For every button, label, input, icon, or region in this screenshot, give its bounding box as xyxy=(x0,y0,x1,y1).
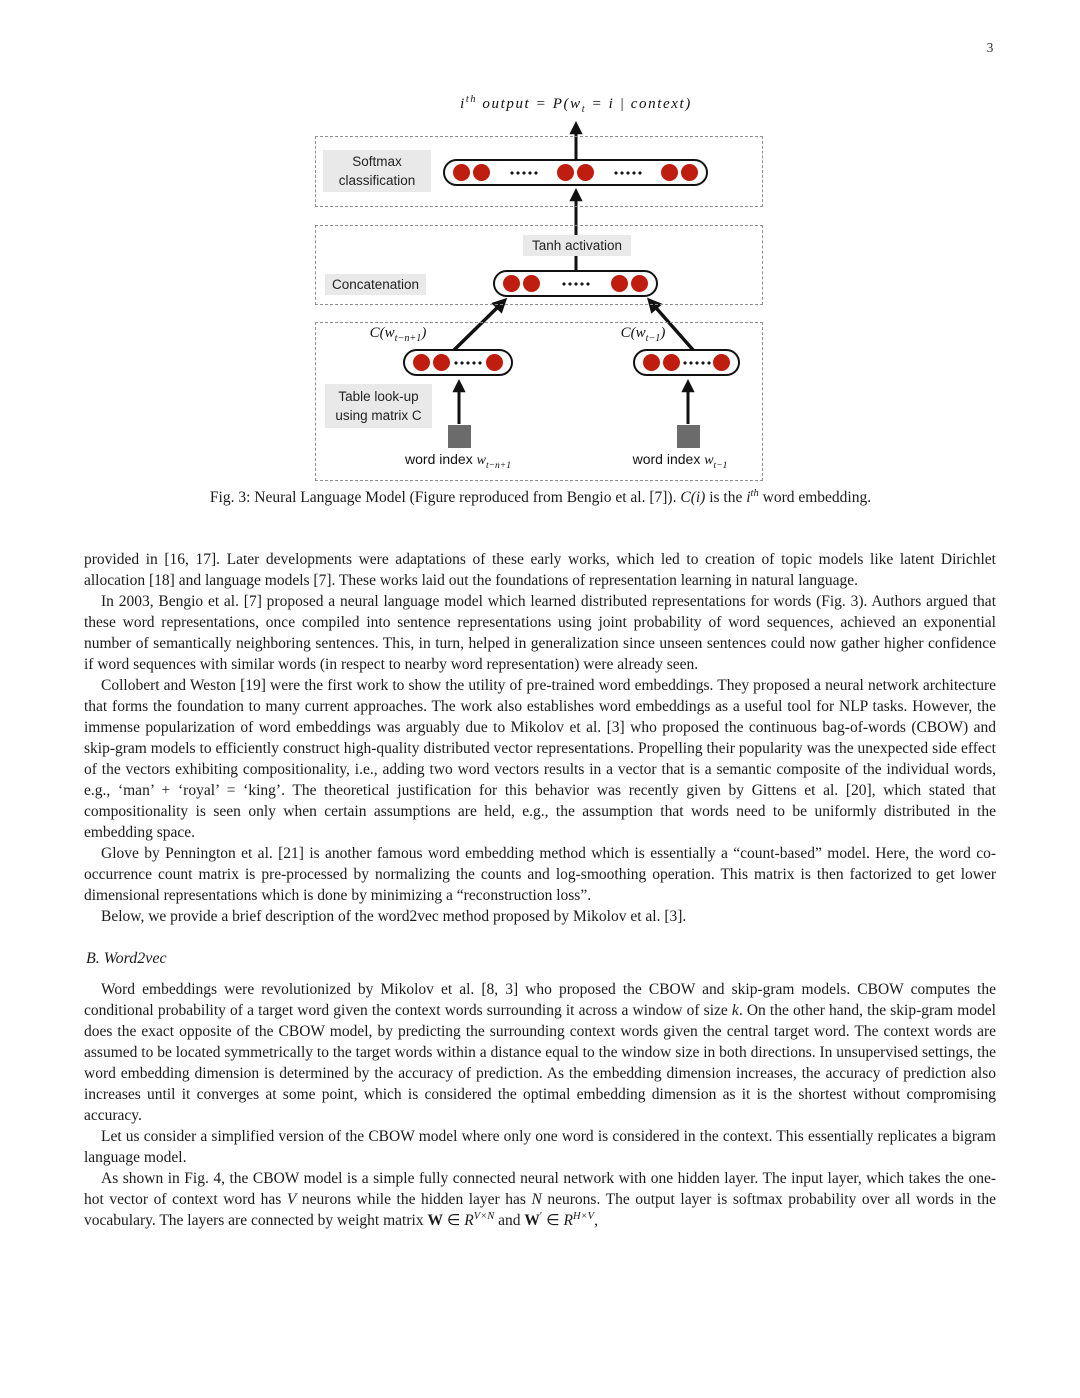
neuron-pair xyxy=(453,164,490,181)
neuron-pair xyxy=(557,164,594,181)
neuron-icon xyxy=(413,354,430,371)
ellipsis-icon xyxy=(614,171,642,175)
tanh-label-text: Tanh activation xyxy=(531,237,623,253)
c-left-label: $C(w_{t-n+1})$ xyxy=(369,325,427,344)
neuron-icon xyxy=(486,354,503,371)
paragraph: Collobert and Weston [19] were the first work to show the utility of pre-trained word embeddings. They proposed a neural network architecture that forms the foundation to many current approaches. The work also establishes word embeddings as a useful tool for NLP tasks. However, the immense popularization of word embeddings was arguably due to Mikolov et al. [3] who proposed the continuous bag-of-words (CBOW) and skip-gram models to efficiently construct high-quality distributed vector representations. Propelling their popularity was the unexpected side effect of the vectors exhibiting compositionality, i.e., adding two word vectors results in a vector that is a semantic composite of the individual words, e.g., ‘man’ + ‘royal’ = ‘king’. The theoretical justification for this behavior was recently given by Gittens et al. [20], which stated that compositionality is seen only when certain assumptions are held, e.g., the assumption that words need to be uniformly distributed in the embedding space. xyxy=(84,677,996,841)
softmax-label-line2: classification xyxy=(338,173,416,188)
paragraph: Glove by Pennington et al. [21] is another famous word embedding method which is essentially a “count-based” model. Here, the word co-occurrence count matrix is pre-processed by normalizing the counts and log-smoothing operation. This matrix is then factorized to get lower dimensional representations which is done by minimizing a “reconstruction loss”. xyxy=(84,845,996,904)
neuron-icon xyxy=(631,275,648,292)
neuron-icon xyxy=(663,354,680,371)
concatenation-label-text: Concatenation xyxy=(331,276,420,292)
right-embedding-bar xyxy=(633,349,740,376)
word-index-right-label: word index $w_{t-1}$ xyxy=(632,451,728,471)
paragraph: Word embeddings were revolutionized by Mikolov et al. [8, 3] who proposed the CBOW and skip-gram models. CBOW computes the conditional probability of a target word given the context words surrounding it across a window of size k. On the other hand, the skip-gram model does the exact opposite of the CBOW model, by predicting the surrounding context words given the central target word. The context words are assumed to be located symmetrically to the target words within a distance equal to the window size in both directions. In unsupervised settings, the word embedding dimension is determined by the accuracy of prediction. As the embedding dimension increases, the accuracy of prediction also increases until it converges at some point, which is considered the optimal embedding dimension as it is the shortest without compromising accuracy. xyxy=(84,981,996,1124)
paragraph: Below, we provide a brief description of the word2vec method proposed by Mikolov et al. [3]. xyxy=(101,908,687,925)
tanh-label xyxy=(523,235,631,256)
neuron-pair xyxy=(413,354,450,371)
paragraph: In 2003, Bengio et al. [7] proposed a neural language model which learned distributed representations for words (Fig. 3). Authors argued that these word representations, once compiled into sentence representations using joint probability of word sequences, achieved an exponential number of semantically neighboring sentences. This, in turn, helped in generalization since unseen sentences could now gather higher confidence if word sequences with similar words (in respect to nearby word representation) were already seen. xyxy=(84,593,996,673)
section-heading: B. Word2vec xyxy=(86,950,167,967)
figure-caption: Fig. 3: Neural Language Model (Figure reproduced from Bengio et al. [7]). C(i) is the $i^{th}$ word embedding. xyxy=(209,487,872,506)
neuron-pair xyxy=(661,164,698,181)
table-lookup-line1: Table look-up xyxy=(338,388,419,404)
softmax-neurons-bar xyxy=(443,159,708,186)
neuron-icon xyxy=(713,354,730,371)
table-lookup-label xyxy=(325,384,432,428)
word-index-left-label: word index $w_{t-n+1}$ xyxy=(405,451,511,471)
word-index-square-right xyxy=(677,425,700,448)
neuron-icon xyxy=(453,164,470,181)
page-number: 3 xyxy=(986,40,994,55)
concat-neurons-bar xyxy=(493,270,658,297)
neuron-icon xyxy=(503,275,520,292)
word-index-square-left xyxy=(448,425,471,448)
neuron-icon xyxy=(661,164,678,181)
ellipsis-icon xyxy=(454,361,482,365)
softmax-label-line1: Softmax xyxy=(352,153,402,169)
neuron-icon xyxy=(611,275,628,292)
paragraph: As shown in Fig. 4, the CBOW model is a simple fully connected neural network with one hidden layer. The input layer, which takes the one-hot vector of context word has V neurons while the hidden layer has N neurons. The output layer is softmax probability over all words in the vocabulary. The layers are connected by weight matrix W ∈ $R^{V\times N}$ and W′ ∈ $R^{H\times V}$, xyxy=(84,1170,996,1229)
c-right-label: $C(w_{t-1})$ xyxy=(620,325,666,344)
ellipsis-icon xyxy=(562,282,590,286)
paragraph: provided in [16, 17]. Later developments were adaptations of these early works, which led to creation of topic models like latent Dirichlet allocation [18] and language models [7]. These works laid out the foundations of representation learning in natural language. xyxy=(84,551,996,589)
neuron-icon xyxy=(643,354,660,371)
neuron-pair xyxy=(503,275,540,292)
neuron-icon xyxy=(577,164,594,181)
softmax-label xyxy=(323,150,431,192)
ellipsis-icon xyxy=(510,171,538,175)
left-embedding-bar xyxy=(403,349,513,376)
concatenation-label xyxy=(325,274,426,295)
neuron-icon xyxy=(523,275,540,292)
neuron-pair xyxy=(643,354,680,371)
neuron-icon xyxy=(681,164,698,181)
neuron-icon xyxy=(557,164,574,181)
figure-3 xyxy=(313,95,765,487)
neuron-icon xyxy=(433,354,450,371)
neuron-icon xyxy=(473,164,490,181)
ellipsis-icon xyxy=(683,361,711,365)
output-formula: $i^{th}$ output = $P(w_t = i$ | context) xyxy=(460,94,692,115)
page-body xyxy=(84,549,996,1231)
neuron-pair xyxy=(611,275,648,292)
paragraph: Let us consider a simplified version of the CBOW model where only one word is considered in the context. This essentially replicates a bigram language model. xyxy=(84,1128,996,1166)
table-lookup-line2: using matrix C xyxy=(335,408,422,423)
